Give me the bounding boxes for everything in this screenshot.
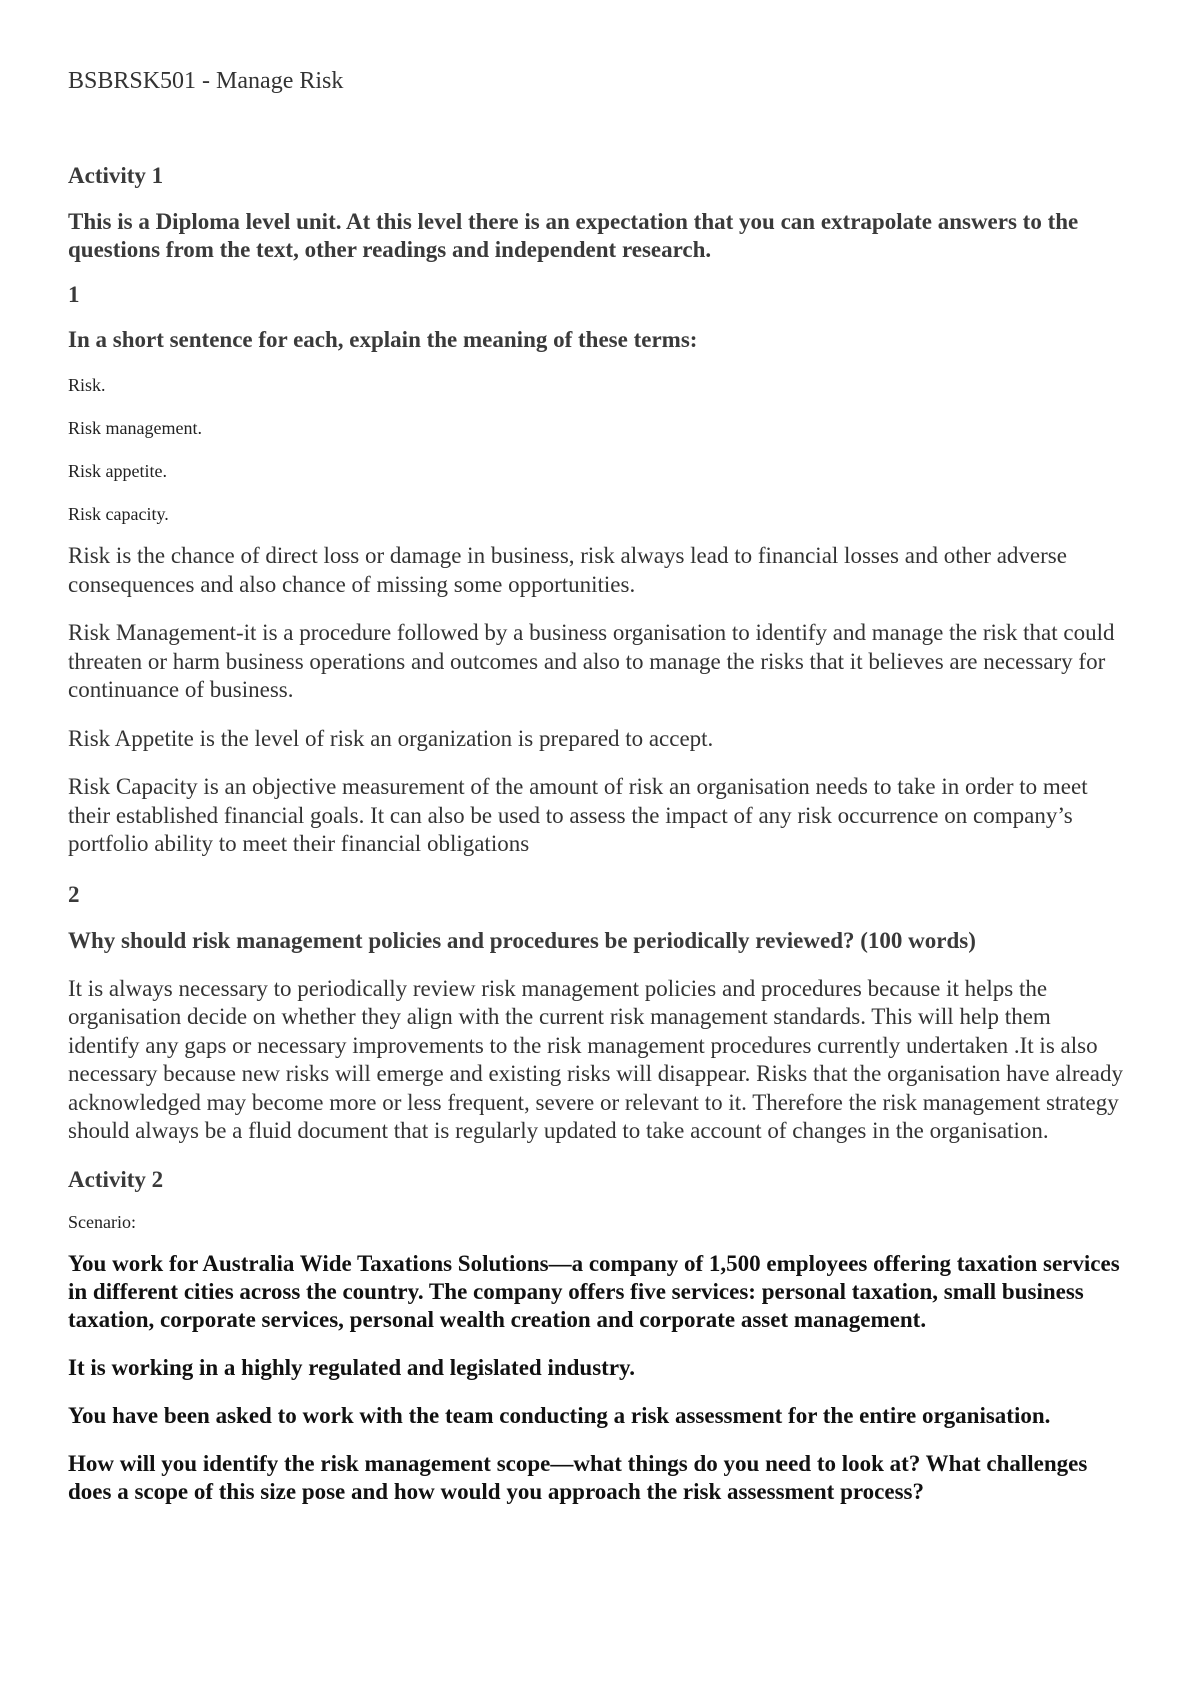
question-1-number: 1 [68, 282, 80, 307]
scenario-question: How will you identify the risk management scope—what things do you need to look at? What challenges does a scope of this size pose and how would you approach the risk assessment process? [68, 1450, 1088, 1504]
scenario-label: Scenario: [68, 1211, 136, 1232]
answer-risk-appetite: Risk Appetite is the level of risk an organization is prepared to accept. [68, 725, 714, 751]
question-1-prompt: In a short sentence for each, explain the meaning of these terms: [68, 327, 698, 352]
scenario-regulation: It is working in a highly regulated and legislated industry. [68, 1354, 636, 1380]
scenario-task: You have been asked to work with the team conducting a risk assessment for the entire organisation. [68, 1402, 1051, 1428]
term-risk: Risk. [68, 375, 106, 395]
answer-question-2: It is always necessary to periodically review risk management policies and procedures because it helps the organisation decide on whether they align with the current risk management standards. This will help them identify any gaps or necessary improvements to the risk management procedures currently undertaken .It is also necessary because new risks will emerge and existing risks will disappear. Risks that the organisation have already acknowledged may become more or less frequent, severe or relevant to it. Therefore the risk management strategy should always be a fluid document that is regularly updated to take account of changes in the organisation. [68, 975, 1123, 1143]
activity-1-intro: This is a Diploma level unit. At this level there is an expectation that you can extrapolate answers to the questions from the text, other readings and independent research. [68, 209, 1079, 262]
terms-list [68, 373, 1128, 526]
activity-2-title: Activity 2 [68, 1166, 164, 1192]
document-content [68, 162, 1128, 1506]
answer-risk-management: Risk Management-it is a procedure followed by a business organisation to identify and manage the risk that could threaten or harm business operations and outcomes and also to manage the risks that it believes are necessary for continuance of business. [68, 620, 1115, 702]
scenario-paragraph: You work for Australia Wide Taxations Solutions—a company of 1,500 employees offering taxation services in different cities across the country. The company offers five services: personal taxation, small business taxation, corporate services, personal wealth creation and corporate asset management. [68, 1250, 1120, 1332]
term-risk-management: Risk management. [68, 418, 202, 438]
document-header: BSBRSK501 - Manage Risk [68, 68, 344, 94]
answer-risk-capacity: Risk Capacity is an objective measurement of the amount of risk an organisation needs to take in order to meet their established financial goals. It can also be used to assess the impact of any risk occurrence on company’s portfolio ability to meet their financial obligations [68, 774, 1088, 856]
question-2-prompt: Why should risk management policies and procedures be periodically reviewed? (100 words) [68, 927, 976, 953]
answer-risk: Risk is the chance of direct loss or damage in business, risk always lead to financial losses and other adverse consequences and also chance of missing some opportunities. [68, 543, 1067, 597]
term-risk-capacity: Risk capacity. [68, 504, 169, 524]
activity-1-title: Activity 1 [68, 163, 164, 188]
question-2-number: 2 [68, 881, 80, 907]
term-risk-appetite: Risk appetite. [68, 461, 167, 481]
